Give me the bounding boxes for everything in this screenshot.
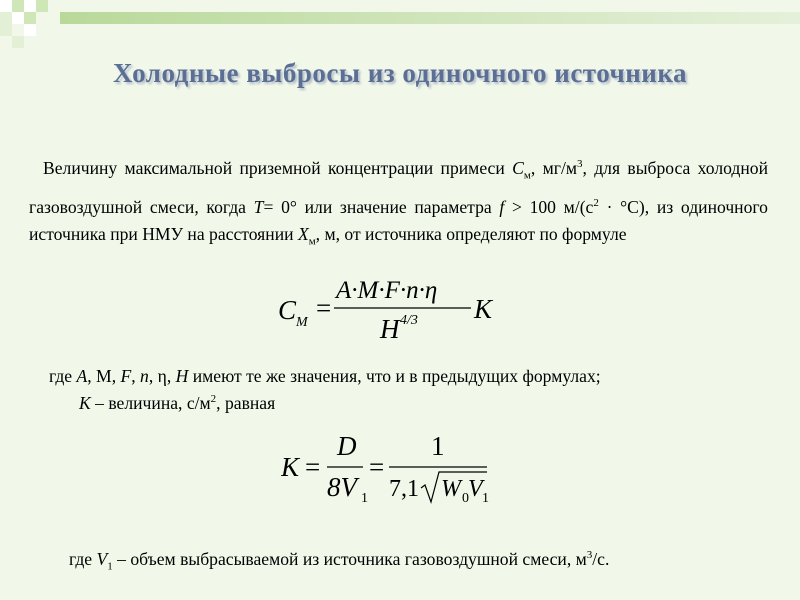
formula-symbol: K — [474, 294, 493, 324]
formula-denominator: H — [380, 314, 400, 344]
where-line-3: где $V_1$ – объем выбрасываемой из источника газовоздушной смеси, $м^3/с$. — [69, 549, 610, 573]
decor-square — [12, 0, 24, 12]
decor-square — [24, 24, 36, 36]
slide-title: Холодные выбросы из одиночного источника — [112, 58, 687, 88]
intro-paragraph: Величину максимальной приземной концентрации примеси $C_м$, $мг/м^3$, для выброса холодной газовоздушной смеси, когда T= 0° или значение параметра f > 100 $м/(с^2 \cdot ^\circ С)$, из одиночного источника при НМУ на расстоянии $X_м$, м, от источника определяют по формуле — [29, 157, 769, 248]
decor-square — [24, 12, 36, 24]
formula-equals: = — [316, 293, 332, 323]
formula-denominator: 8V — [327, 472, 357, 502]
decor-square — [0, 0, 12, 12]
formula-subscript: 0 — [462, 491, 469, 506]
formula-subscript: 1 — [482, 491, 489, 506]
formula-symbol: V — [468, 476, 483, 502]
header-decoration — [0, 0, 800, 50]
formula-subscript: 1 — [361, 491, 368, 506]
formula-equals: = — [305, 452, 321, 482]
formula-numerator: A·M·F·n·η — [336, 277, 438, 304]
where-line-2: K – величина, $с/м^2$, равная — [79, 393, 276, 413]
decor-square — [36, 0, 48, 12]
decor-square — [12, 12, 24, 24]
decor-square — [0, 12, 12, 24]
formula-equals: = — [369, 452, 385, 482]
decor-bar — [60, 12, 800, 24]
decor-square — [24, 0, 36, 12]
formula-max-concentration — [276, 274, 506, 344]
formula-subscript: M — [296, 315, 308, 330]
formula-numerator: 1 — [431, 432, 445, 461]
formula-numerator: D — [337, 432, 357, 461]
formula-symbol: W — [441, 476, 461, 502]
where-line-1: где A, М, F, n, η, H имеют те же значения, что и в предыдущих формулах; — [49, 366, 601, 386]
formula-denominator: 7,1 — [389, 476, 419, 502]
decor-square — [12, 36, 24, 48]
formula-symbol: C — [278, 295, 297, 325]
formula-exponent: 4/3 — [400, 313, 418, 328]
formula-k-coefficient — [281, 432, 511, 512]
decor-square — [0, 24, 12, 36]
formula-symbol: K — [281, 452, 300, 482]
